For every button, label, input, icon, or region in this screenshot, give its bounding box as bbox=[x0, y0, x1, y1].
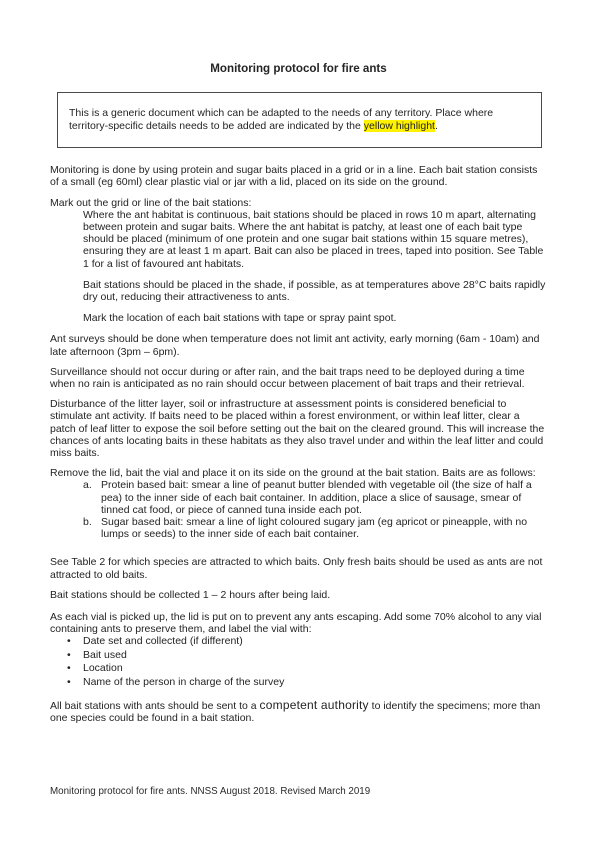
bullet-item-location bbox=[67, 662, 547, 675]
para-indent-where-habitat: Where the ant habitat is continuous, bait stations should be placed in rows 10 m apart, alternating between protein and sugar baits. Where the ant habitat is patchy, at least one of each bait type should be placed (minimum of one protein and one sugar bait stations within 15 square metres), ensuring they are at least 1 m apart. Bait can also be placed in trees, taped into position. See Table 1 for a list of favoured ant habitats. bbox=[83, 208, 544, 270]
para-remove-lid: Remove the lid, bait the vial and place it on its side on the ground at the bait station. Baits are as follows: bbox=[50, 467, 536, 480]
competent-authority-phrase: competent authority bbox=[259, 698, 369, 713]
list-item-sugar-bait bbox=[83, 516, 547, 540]
bullet-icon: • bbox=[67, 648, 71, 661]
para-mark-out-intro: Mark out the grid or line of the bait stations: bbox=[50, 196, 252, 209]
bullet-icon: • bbox=[67, 675, 71, 688]
highlight-mark: yellow highlight bbox=[363, 119, 435, 132]
para-see-table2: See Table 2 for which species are attracted to which baits. Only fresh baits should be used as ants are not attracted to old baits. bbox=[50, 556, 543, 581]
list-marker-a: a. bbox=[83, 479, 92, 492]
para-indent-mark-location: Mark the location of each bait stations with tape or spray paint spot. bbox=[83, 312, 397, 325]
para-collected: Bait stations should be collected 1 – 2 hours after being laid. bbox=[50, 588, 331, 601]
para-indent-shade: Bait stations should be placed in the shade, if possible, as at temperatures above 28°C baits rapidly dry out, reducing their attractiveness to ants. bbox=[83, 278, 546, 304]
notice-text-after: . bbox=[434, 119, 438, 132]
bullet-icon: • bbox=[67, 635, 71, 648]
para-as-each-vial: As each vial is picked up, the lid is put on to prevent any ants escaping. Add some 70% alcohol to any vial containing ants to preserve them, and label the vial with: bbox=[50, 611, 542, 636]
notice-text bbox=[69, 107, 530, 132]
para-surveillance: Surveillance should not occur during or after rain, and the bait traps need to be deployed during a time when no rain is anticipated as no rain should occur between placement of bait traps and their retrieval. bbox=[50, 365, 525, 391]
para-ant-surveys: Ant surveys should be done when temperature does not limit ant activity, early morning (6am - 10am) and late afternoon (3pm – 6pm). bbox=[50, 333, 540, 358]
bullet-text: Name of the person in charge of the survey bbox=[83, 675, 285, 688]
list-text-b: Sugar based bait: smear a line of light coloured sugary jam (eg apricot or pineapple, with no lumps or seeds) to the inner side of each bait container. bbox=[101, 516, 528, 541]
para-all-bait-stations bbox=[50, 699, 547, 724]
page-title: Monitoring protocol for fire ants bbox=[210, 62, 387, 75]
notice-text-before: This is a generic document which can be adapted to the needs of any territory. Place where territory-specific details needs to be added are indicated by the bbox=[69, 107, 494, 132]
document-footer: Monitoring protocol for fire ants. NNSS August 2018. Revised March 2019 bbox=[50, 786, 371, 797]
all-text-before: All bait stations with ants should be sent to a bbox=[50, 700, 260, 713]
list-item-protein-bait bbox=[83, 479, 547, 516]
bullet-text: Location bbox=[83, 662, 123, 675]
bullet-item-date bbox=[67, 635, 547, 648]
bullet-item-bait-used bbox=[67, 649, 547, 662]
bullet-text: Bait used bbox=[83, 648, 127, 661]
list-marker-b: b. bbox=[83, 516, 92, 529]
para-disturbance: Disturbance of the litter layer, soil or infrastructure at assessment points is considered beneficial to stimulate ant activity. If baits need to be placed within a forest environment, or within leaf litter, clear a patch of leaf litter to expose the soil before setting out the bait on the cleared ground. This will increase the chances of ants locating baits in these habitats as they also travel under and within the leaf litter and could miss baits. bbox=[50, 398, 545, 460]
para-monitoring: Monitoring is done by using protein and sugar baits placed in a grid or in a line. Each bait station consists of a small (eg 60ml) clear plastic vial or jar with a lid, placed on its side on the ground. bbox=[50, 164, 538, 189]
all-text-after: to identify the specimens; more than one species could be found in a bait station. bbox=[50, 700, 541, 725]
bullet-item-person-name bbox=[67, 676, 547, 689]
bullet-text: Date set and collected (if different) bbox=[83, 635, 243, 648]
list-text-a: Protein based bait: smear a line of peanut butter blended with vegetable oil (the size of half a pea) to the inner side of each bait container. In addition, place a slice of sausage, smear of tinned cat food, or piece of canned tuna inside each pot. bbox=[101, 479, 532, 516]
notice-box bbox=[57, 92, 542, 148]
bullet-icon: • bbox=[67, 662, 71, 675]
